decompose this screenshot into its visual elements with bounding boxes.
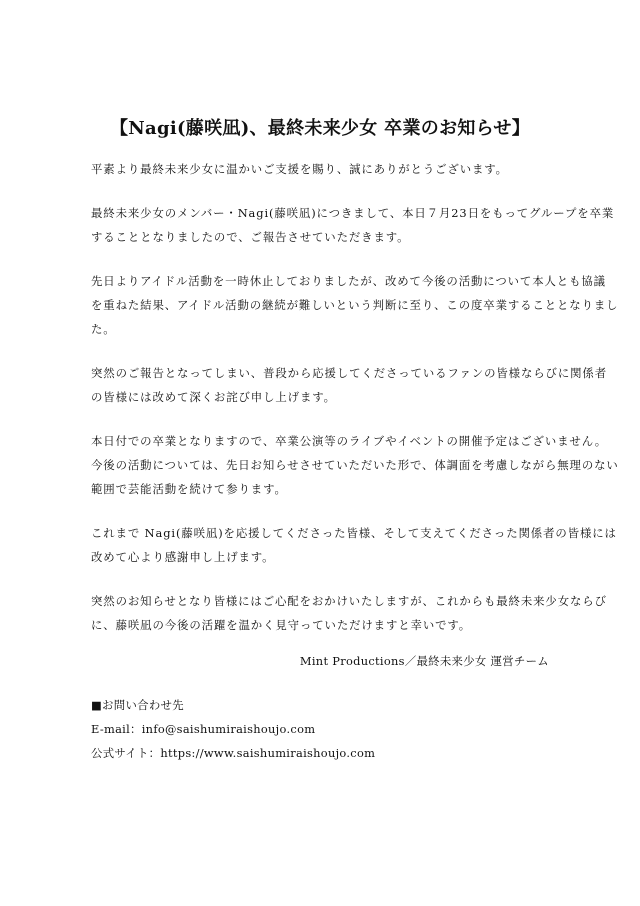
contact-website[interactable]: 公式サイト：https://www.saishumiraishoujo.com: [91, 746, 376, 760]
paragraph-7-line-1: 突然のお知らせとなり皆様にはご心配をおかけいたしますが、これからも最終未来少女ならび: [91, 594, 607, 608]
paragraph-3-line-1: 先日よりアイドル活動を一時休止しておりましたが、改めて今後の活動について本人とも協議: [91, 274, 606, 288]
paragraph-3-line-3: た。: [91, 322, 116, 336]
paragraph-6-line-2: 改めて心より感謝申し上げます。: [91, 550, 275, 564]
paragraph-6-line-1: これまで Nagi(藤咲凪)を応援してくださった皆様、そして支えてくださった関係者の皆様には: [91, 526, 617, 540]
signature: Mint Productions／最終未来少女 運営チーム: [299, 654, 549, 668]
page-title: 【Nagi(藤咲凪)、最終未来少女 卒業のお知らせ】: [109, 118, 531, 139]
paragraph-2-line-1: 最終未来少女のメンバー・Nagi(藤咲凪)につきまして、本日７月23日をもってグループを卒業: [91, 206, 615, 220]
paragraph-1-line-1: 平素より最終未来少女に温かいご支援を賜り、誠にありがとうございます。: [91, 162, 508, 176]
paragraph-7-line-2: に、藤咲凪の今後の活躍を温かく見守っていただけますと幸いです。: [91, 618, 472, 632]
contact-email[interactable]: E-mail：info@saishumiraishoujo.com: [91, 722, 316, 736]
paragraph-3-line-2: を重ねた結果、アイドル活動の継続が難しいという判断に至り、この度卒業することとなりまし: [91, 298, 619, 312]
paragraph-5-line-1: 本日付での卒業となりますので、卒業公演等のライブやイベントの開催予定はございません。: [91, 434, 607, 448]
paragraph-5-line-3: 範囲で芸能活動を続けて参ります。: [91, 482, 287, 496]
contact-heading: ■お問い合わせ先: [91, 698, 184, 712]
paragraph-2-line-2: することとなりましたので、ご報告させていただきます。: [91, 230, 410, 244]
paragraph-4-line-1: 突然のご報告となってしまい、普段から応援してくださっているファンの皆様ならびに関係者: [91, 366, 607, 380]
paragraph-4-line-2: の皆様には改めて深くお詫び申し上げます。: [91, 390, 336, 404]
paragraph-5-line-2: 今後の活動については、先日お知らせさせていただいた形で、体調面を考慮しながら無理のない: [91, 458, 619, 472]
